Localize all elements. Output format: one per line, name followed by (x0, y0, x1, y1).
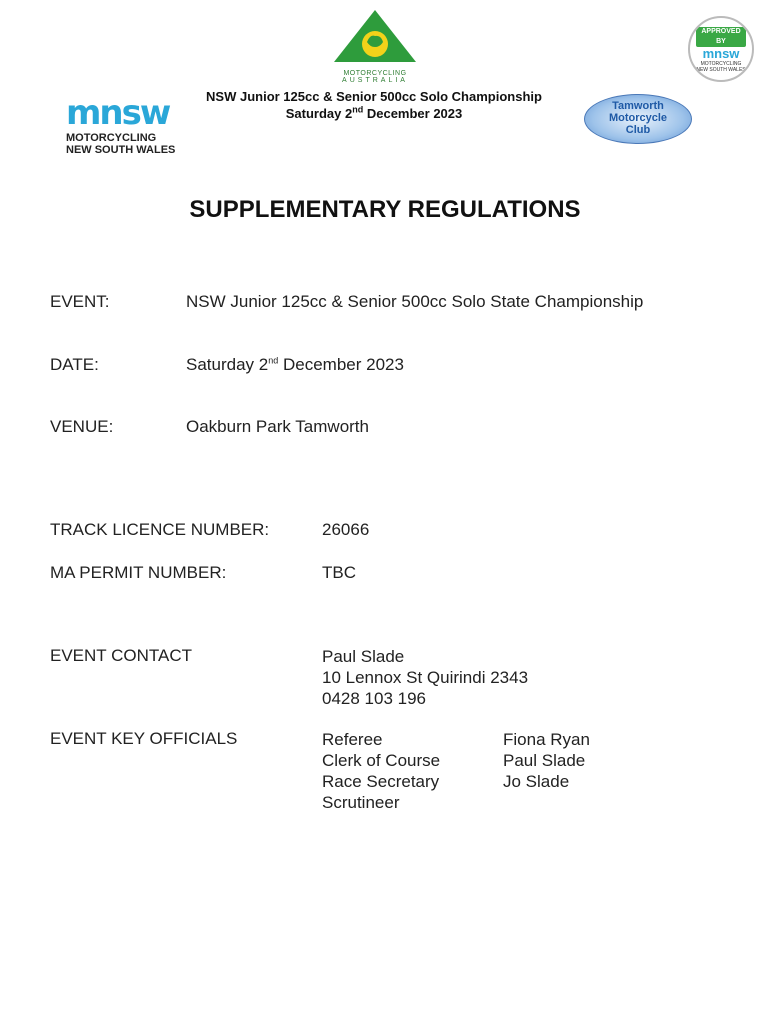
date-label: DATE: (50, 355, 99, 374)
ma-logo-text-1: MOTORCYCLING (343, 70, 407, 77)
date-value-sup: nd (268, 355, 279, 366)
official-role: Clerk of Course (322, 751, 441, 770)
page-title: SUPPLEMENTARY REGULATIONS (189, 196, 581, 223)
ma-permit-label: MA PERMIT NUMBER: (50, 563, 227, 582)
club-text-1: Tamworth (612, 100, 664, 112)
ma-permit-value: TBC (322, 563, 356, 582)
official-name: Jo Slade (503, 772, 570, 791)
approved-label: APPROVED BY (696, 27, 746, 47)
official-role: Race Secretary (322, 772, 440, 791)
date-value-post: December 2023 (278, 355, 404, 374)
event-contact-details (322, 646, 528, 709)
club-text-3: Club (625, 124, 651, 136)
approved-text-1: MOTORCYCLING (700, 61, 742, 67)
ma-logo-text-2: AUSTRALIA (342, 77, 408, 84)
mnsw-logo-text-2: NEW SOUTH WALES (66, 144, 176, 156)
track-licence-label: TRACK LICENCE NUMBER: (50, 520, 270, 539)
mnsw-wordmark: mnsw (66, 93, 170, 133)
officials-label: EVENT KEY OFFICIALS (50, 729, 238, 748)
official-name: Paul Slade (503, 751, 586, 770)
date-value (186, 355, 404, 375)
approved-by-seal (688, 16, 754, 82)
venue-value: Oakburn Park Tamworth (186, 417, 369, 436)
header-date-pre: Saturday 2 (285, 106, 353, 121)
ma-triangle-icon (330, 8, 420, 64)
venue-label: VENUE: (50, 417, 114, 436)
track-licence-value: 26066 (322, 520, 370, 539)
contact-phone: 0428 103 196 (322, 689, 426, 708)
tamworth-club-logo (584, 94, 692, 144)
mnsw-logo (66, 93, 186, 160)
official-role: Scrutineer (322, 793, 400, 812)
club-text-2: Motorcycle (608, 112, 668, 124)
official-name: Fiona Ryan (503, 730, 590, 749)
officials-names (503, 729, 590, 792)
header-date (196, 106, 552, 121)
event-contact-label: EVENT CONTACT (50, 646, 192, 665)
mnsw-logo-text-1: MOTORCYCLING (66, 132, 157, 144)
header-title: NSW Junior 125cc & Senior 500cc Solo Championship (206, 89, 542, 104)
event-label: EVENT: (50, 292, 110, 311)
header-date-post: December 2023 (363, 106, 463, 121)
date-value-pre: Saturday 2 (186, 355, 269, 374)
contact-name: Paul Slade (322, 647, 405, 666)
header-date-sup: nd (352, 104, 364, 115)
event-value: NSW Junior 125cc & Senior 500cc Solo State Championship (186, 292, 644, 311)
officials-roles (322, 729, 440, 813)
official-role: Referee (322, 730, 383, 749)
motorcycling-australia-logo (330, 8, 420, 84)
approved-mark: mnsw (702, 46, 740, 61)
contact-address: 10 Lennox St Quirindi 2343 (322, 668, 529, 687)
approved-text-2: NEW SOUTH WALES (696, 67, 746, 73)
